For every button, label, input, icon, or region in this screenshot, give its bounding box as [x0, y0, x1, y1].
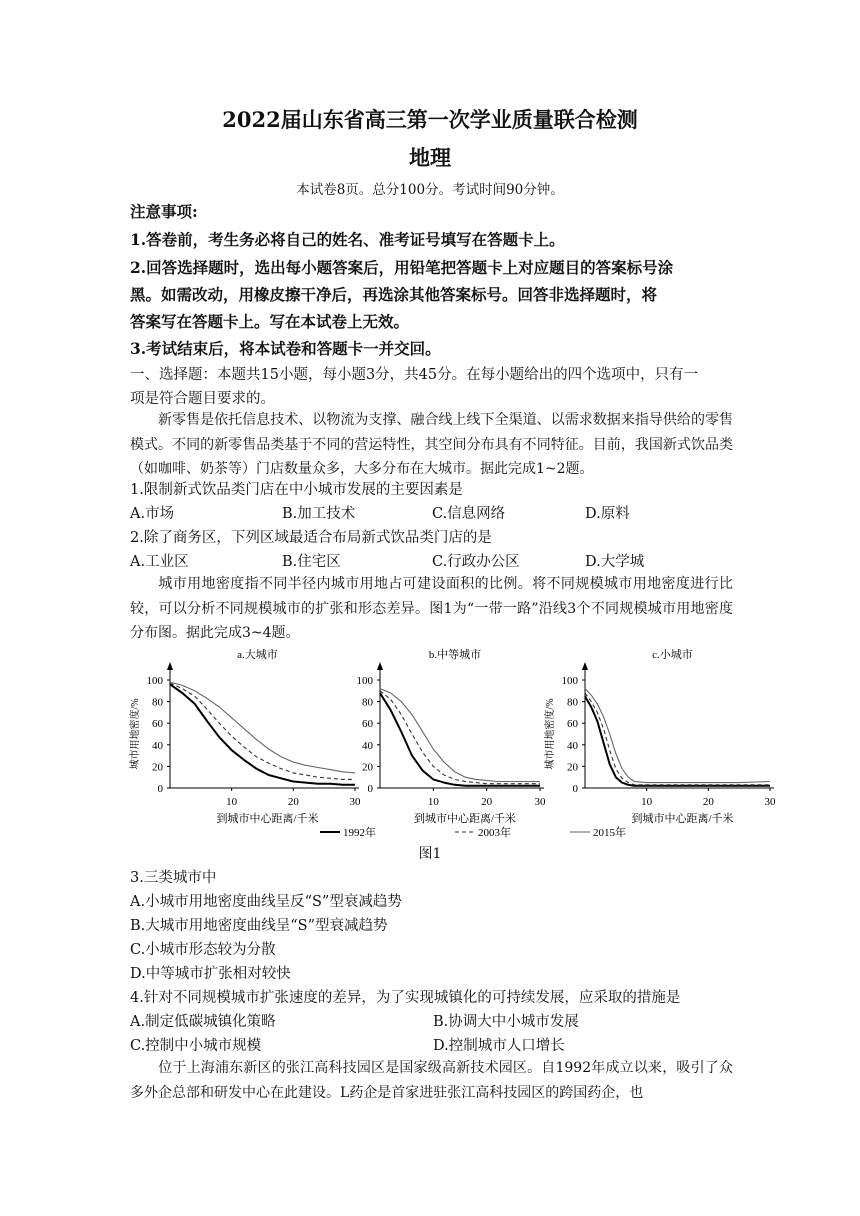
y-axis-label: 城市用地密度/% — [545, 698, 556, 770]
y-axis-arrow-icon — [167, 662, 173, 670]
question-4-options-row2 — [130, 1034, 740, 1058]
section-intro: 项是符合题目要求的。 — [130, 391, 275, 407]
question-2-options — [130, 550, 740, 574]
y-tick-label: 0 — [572, 783, 578, 795]
series-line-2015年 — [170, 682, 355, 773]
option-c[interactable]: C.行政办公区 — [432, 554, 520, 570]
x-tick-label: 10 — [427, 796, 439, 808]
x-tick-label: 20 — [287, 796, 299, 808]
option-b[interactable]: B.大城市用地密度曲线呈“S”型衰减趋势 — [130, 918, 388, 934]
x-axis-label: 到城市中心距离/千米 — [413, 813, 517, 825]
option-d[interactable]: D.控制城市人口增长 — [433, 1038, 565, 1054]
notice-item: 1.答卷前，考生务必将自己的姓名、准考证号填写在答题卡上。 — [130, 230, 565, 249]
panel-title: a.大城市 — [237, 649, 278, 661]
option-d[interactable]: D.原料 — [585, 506, 630, 522]
y-tick-label: 100 — [356, 675, 373, 687]
notice-item: 黑。如需改动，用橡皮擦干净后，再选涂其他答案标号。回答非选择题时，将 — [130, 285, 658, 304]
passage-text: 位于上海浦东新区的张江高科技园区是国家级高新技术园区。自1992年成立以来，吸引了众多外企总部和研发中心在此建设。L药企是首家进驻张江高科技园区的跨国药企，也 — [130, 1060, 733, 1101]
y-tick-label: 20 — [152, 761, 163, 774]
y-tick-label: 60 — [152, 718, 163, 731]
legend-label: 2003年 — [478, 827, 511, 839]
figure-urban-density-charts — [125, 640, 775, 865]
series-line-1992年 — [380, 693, 540, 786]
option-a[interactable]: A.市场 — [130, 506, 175, 522]
series-line-1992年 — [170, 684, 355, 785]
y-axis-arrow-icon — [582, 662, 588, 670]
question-2-stem: 2.除了商务区，下列区域最适合布局新式饮品类门店的是 — [130, 530, 492, 546]
y-tick-label: 80 — [362, 696, 373, 709]
y-tick-label: 100 — [561, 675, 578, 687]
y-axis-arrow-icon — [377, 662, 383, 670]
question-1-options — [130, 502, 740, 526]
exam-title: 2022届山东省高三第一次学业质量联合检测 — [222, 107, 638, 132]
section-intro: 一、选择题：本题共15小题，每小题3分，共45分。在每小题给出的四个选项中，只有一 — [130, 367, 699, 383]
y-axis-label: 城市用地密度/% — [130, 698, 141, 770]
passage-zhangjiang — [130, 1056, 733, 1105]
question-1-stem: 1.限制新式饮品类门店在中小城市发展的主要因素是 — [130, 482, 463, 498]
series-line-2015年 — [380, 689, 540, 782]
panel-title: c.小城市 — [652, 649, 693, 661]
option-d[interactable]: D.中等城市扩张相对较快 — [130, 966, 291, 982]
option-b[interactable]: B.加工技术 — [282, 506, 356, 522]
notice-item: 答案写在答题卡上。写在本试卷上无效。 — [130, 312, 410, 331]
passage-text: 城市用地密度指不同半径内城市用地占可建设面积的比例。将不同规模城市用地密度进行比较，可以分析不同规模城市的扩张和形态差异。图1为“一带一路”沿线3个不同规模城市用地密度分布图。据此完成3~4题。 — [130, 576, 733, 641]
legend-label: 1992年 — [343, 827, 376, 839]
legend-label: 2015年 — [593, 827, 626, 839]
exam-info: 本试卷8页。总分100分。考试时间90分钟。 — [296, 182, 564, 198]
question-3-stem: 3.三类城市中 — [130, 870, 217, 886]
question-4-options-row1 — [130, 1010, 740, 1034]
option-a[interactable]: A.工业区 — [130, 554, 189, 570]
y-tick-label: 40 — [152, 739, 163, 752]
option-d[interactable]: D.大学城 — [585, 554, 645, 570]
x-tick-label: 30 — [534, 796, 546, 808]
x-axis-label: 到城市中心距离/千米 — [631, 813, 734, 825]
y-tick-label: 80 — [567, 696, 578, 709]
y-tick-label: 100 — [146, 675, 163, 687]
option-c[interactable]: C.信息网络 — [432, 506, 506, 522]
figure-caption: 图1 — [418, 846, 442, 862]
x-axis-label: 到城市中心距离/千米 — [216, 813, 319, 825]
y-tick-label: 0 — [367, 783, 373, 795]
option-b[interactable]: B.协调大中小城市发展 — [433, 1014, 579, 1030]
exam-subject: 地理 — [409, 145, 451, 170]
notice-item: 3.考试结束后，将本试卷和答题卡一并交回。 — [130, 339, 441, 358]
notice-item: 2.回答选择题时，选出每小题答案后，用铅笔把答题卡上对应题目的答案标号涂 — [130, 258, 674, 277]
passage-new-retail — [130, 408, 733, 482]
x-tick-label: 30 — [764, 796, 775, 808]
option-c[interactable]: C.小城市形态较为分散 — [130, 942, 276, 958]
x-tick-label: 20 — [481, 796, 493, 808]
x-tick-label: 20 — [702, 796, 714, 808]
y-tick-label: 60 — [362, 718, 373, 731]
panel-title: b.中等城市 — [428, 649, 482, 661]
option-c[interactable]: C.控制中小城市规模 — [130, 1038, 262, 1054]
y-tick-label: 20 — [567, 761, 578, 774]
y-tick-label: 80 — [152, 696, 163, 709]
question-4-stem: 4.针对不同规模城市扩张速度的差异，为了实现城镇化的可持续发展，应采取的措施是 — [130, 990, 681, 1006]
y-tick-label: 40 — [362, 739, 373, 752]
passage-urban-density — [130, 572, 733, 646]
y-tick-label: 20 — [362, 761, 373, 774]
y-tick-label: 0 — [157, 783, 163, 795]
option-a[interactable]: A.制定低碳城镇化策略 — [130, 1014, 276, 1030]
x-tick-label: 30 — [349, 796, 361, 808]
series-line-1992年 — [585, 696, 770, 786]
notice-heading: 注意事项: — [130, 202, 198, 221]
series-line-2003年 — [170, 683, 355, 779]
option-a[interactable]: A.小城市用地密度曲线呈反“S”型衰减趋势 — [130, 894, 402, 910]
y-tick-label: 40 — [567, 739, 578, 752]
y-tick-label: 60 — [567, 718, 578, 731]
x-tick-label: 10 — [226, 796, 238, 808]
x-tick-label: 10 — [641, 796, 653, 808]
passage-text: 新零售是依托信息技术、以物流为支撑、融合线上线下全渠道、以需求数据来指导供给的零售模式。不同的新零售品类基于不同的营运特性，其空间分布具有不同特征。目前，我国新式饮品类（如咖啡、奶茶等）门店数量众多，大多分布在大城市。据此完成1~2题。 — [130, 412, 733, 477]
option-b[interactable]: B.住宅区 — [282, 554, 341, 570]
